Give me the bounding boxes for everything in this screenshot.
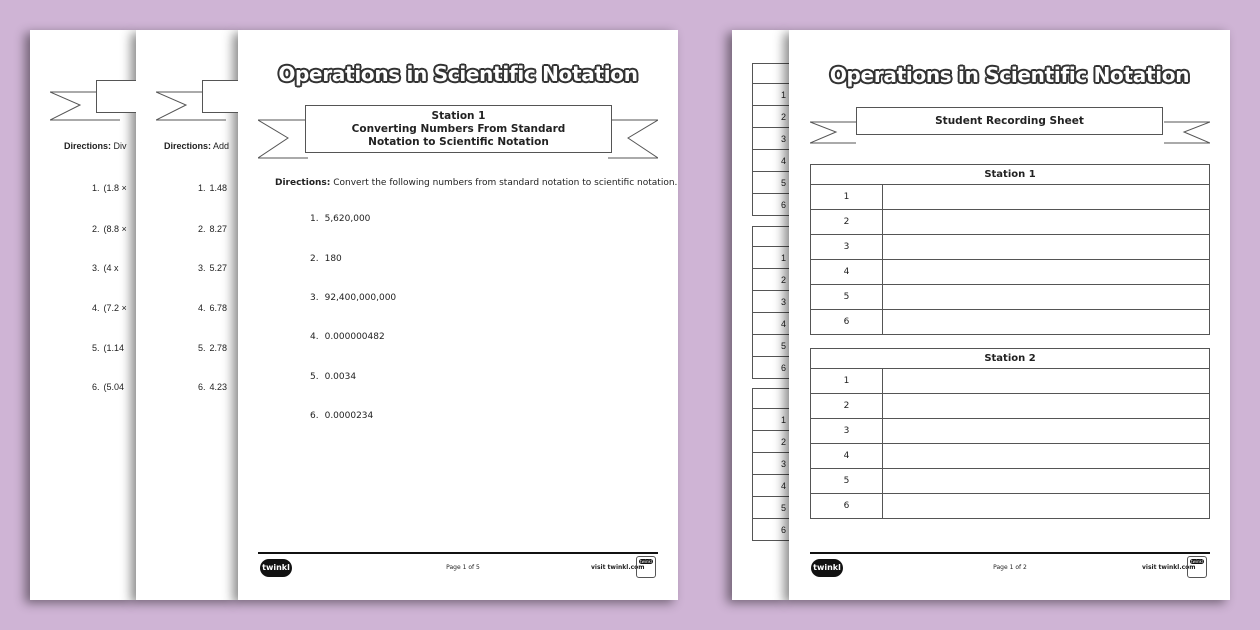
- answer-cell[interactable]: [883, 494, 1210, 519]
- quality-badge: twinkl: [1187, 556, 1207, 578]
- row-number: 1: [753, 247, 790, 269]
- row-number: 6: [753, 357, 790, 379]
- table-header: [753, 64, 790, 84]
- table-row: [753, 313, 790, 335]
- page-number: Page 1 of 2: [993, 564, 1027, 571]
- problem-value: 92,400,000,000: [324, 293, 397, 303]
- problem-item: [310, 293, 396, 303]
- recording-table: [752, 63, 789, 216]
- problem-item: [198, 303, 227, 313]
- table-header-row: [753, 227, 790, 247]
- problem-item: [198, 263, 227, 273]
- directions: Directions: Convert the following numbers from standard notation to scientific notation.: [275, 178, 678, 188]
- row-number: 6: [753, 194, 790, 216]
- twinkl-logo: twinkl: [811, 559, 843, 577]
- table-row: [811, 260, 1210, 285]
- problem-value: 0.0000234: [324, 411, 374, 421]
- station-title: Station 1: [811, 165, 1210, 185]
- row-number: 4: [753, 313, 790, 335]
- row-number: 4: [753, 475, 790, 497]
- row-number: 2: [811, 394, 883, 419]
- problem-value: 5.27: [209, 263, 228, 273]
- problem-value: 180: [324, 254, 342, 264]
- answer-cell[interactable]: [883, 310, 1210, 335]
- problem-value: (5.04: [103, 382, 125, 392]
- problem-value: (8.8 ×: [103, 224, 127, 234]
- row-number: 5: [753, 172, 790, 194]
- problem-item: [92, 263, 119, 273]
- problem-number: 3.: [310, 293, 319, 303]
- table-row: [753, 409, 790, 431]
- problem-value: 2.78: [209, 343, 228, 353]
- row-number: 1: [753, 84, 790, 106]
- row-number: 6: [753, 519, 790, 541]
- row-number: 1: [811, 185, 883, 210]
- problem-value: 0.0034: [324, 372, 357, 382]
- problem-number: 5.: [92, 343, 100, 353]
- answer-cell[interactable]: [883, 260, 1210, 285]
- problem-number: 6.: [198, 382, 206, 392]
- table-row: [753, 269, 790, 291]
- problem-item: [198, 343, 227, 353]
- problem-item: [198, 224, 227, 234]
- problem-item: [92, 382, 124, 392]
- table-row: [753, 291, 790, 313]
- table-row: [811, 210, 1210, 235]
- twinkl-logo: twinkl: [260, 559, 292, 577]
- recording-table: [752, 388, 789, 541]
- row-number: 3: [753, 128, 790, 150]
- table-header-row: [753, 64, 790, 84]
- row-number: 2: [753, 106, 790, 128]
- row-number: 5: [753, 497, 790, 519]
- worksheet-page-station-1: [238, 30, 678, 600]
- row-number: 3: [811, 235, 883, 260]
- row-number: 3: [753, 453, 790, 475]
- problem-value: (1.8 ×: [103, 183, 127, 193]
- problem-value: 4.23: [209, 382, 228, 392]
- row-number: 2: [811, 210, 883, 235]
- row-number: 1: [811, 369, 883, 394]
- answer-cell[interactable]: [883, 235, 1210, 260]
- problem-value: 6.78: [209, 303, 228, 313]
- problem-value: 1.48: [209, 183, 228, 193]
- footer-divider: [258, 552, 658, 554]
- row-number: 3: [811, 419, 883, 444]
- problem-item: [310, 332, 385, 342]
- recording-sheet-banner: Student Recording Sheet: [856, 107, 1163, 135]
- table-row: [811, 285, 1210, 310]
- table-row: [811, 494, 1210, 519]
- problem-number: 4.: [310, 332, 319, 342]
- table-row: [753, 453, 790, 475]
- station-banner: [202, 80, 238, 113]
- table-header-row: [811, 165, 1210, 185]
- recording-table-station-2: [810, 348, 1210, 519]
- station-title: Station 2: [811, 349, 1210, 369]
- row-number: 5: [811, 285, 883, 310]
- directions: Directions: Div: [64, 141, 127, 151]
- page-number: Page 1 of 5: [446, 564, 480, 571]
- problem-number: 6.: [310, 411, 319, 421]
- row-number: 2: [753, 431, 790, 453]
- row-number: 2: [753, 269, 790, 291]
- problem-value: (7.2 ×: [103, 303, 127, 313]
- row-number: 6: [811, 494, 883, 519]
- problem-number: 1.: [92, 183, 100, 193]
- answer-cell[interactable]: [883, 285, 1210, 310]
- answer-cell[interactable]: [883, 394, 1210, 419]
- problem-item: [92, 303, 127, 313]
- directions: Directions: Add: [164, 141, 230, 151]
- table-row: [753, 431, 790, 453]
- problem-number: 3.: [198, 263, 206, 273]
- table-row: [811, 369, 1210, 394]
- problem-item: [310, 372, 356, 382]
- problem-value: (4 x: [103, 263, 119, 273]
- problem-value: 8.27: [209, 224, 228, 234]
- table-row: [753, 84, 790, 106]
- table-row: [753, 172, 790, 194]
- problem-number: 4.: [92, 303, 100, 313]
- answer-cell[interactable]: [883, 469, 1210, 494]
- problem-item: [198, 382, 227, 392]
- table-row: [811, 394, 1210, 419]
- problem-number: 2.: [92, 224, 100, 234]
- station-banner: [96, 80, 136, 113]
- table-header-row: [753, 389, 790, 409]
- table-row: [811, 185, 1210, 210]
- problem-number: 4.: [198, 303, 206, 313]
- worksheet-page-division: [30, 30, 136, 600]
- problem-item: [310, 411, 373, 421]
- answer-cell[interactable]: [883, 210, 1210, 235]
- problem-item: [92, 343, 124, 353]
- quality-badge: twinkl: [636, 556, 656, 578]
- footer-divider: [810, 552, 1210, 554]
- worksheet-title: Operations in Scientific Notation: [829, 63, 1190, 87]
- problem-number: 3.: [92, 263, 100, 273]
- station-subtitle: Converting Numbers From Standard Notation to Scientific Notation: [351, 122, 566, 148]
- row-number: 4: [811, 260, 883, 285]
- row-number: 4: [811, 444, 883, 469]
- table-row: [811, 469, 1210, 494]
- answer-cell[interactable]: [883, 444, 1210, 469]
- answer-cell[interactable]: [883, 369, 1210, 394]
- problem-number: 2.: [198, 224, 206, 234]
- row-number: 5: [753, 335, 790, 357]
- recording-sheet-back-page: [732, 30, 789, 600]
- problem-value: 0.000000482: [324, 332, 385, 342]
- recording-sheet-page: [789, 30, 1230, 600]
- table-row: [811, 235, 1210, 260]
- row-number: 4: [753, 150, 790, 172]
- recording-table: [752, 226, 789, 379]
- problem-item: [310, 254, 342, 264]
- problem-value: 5,620,000: [324, 214, 371, 224]
- row-number: 1: [753, 409, 790, 431]
- problem-value: (1.14: [103, 343, 125, 353]
- table-row: [811, 444, 1210, 469]
- station-heading: Station 1: [431, 109, 486, 122]
- table-row: [753, 194, 790, 216]
- station-banner: [305, 105, 612, 153]
- worksheet-page-addition: [136, 30, 238, 600]
- row-number: 5: [811, 469, 883, 494]
- row-number: 6: [811, 310, 883, 335]
- problem-item: [92, 183, 127, 193]
- answer-cell[interactable]: [883, 185, 1210, 210]
- problem-number: 1.: [310, 214, 319, 224]
- recording-table-station-1: [810, 164, 1210, 335]
- problem-item: [310, 214, 370, 224]
- table-row: [753, 106, 790, 128]
- problem-number: 2.: [310, 254, 319, 264]
- table-row: [753, 519, 790, 541]
- problem-number: 1.: [198, 183, 206, 193]
- table-row: [753, 357, 790, 379]
- table-row: [753, 335, 790, 357]
- table-row: [753, 247, 790, 269]
- table-row: [753, 497, 790, 519]
- table-header: [753, 227, 790, 247]
- visit-link[interactable]: visit twinkl.com: [1142, 564, 1196, 571]
- problem-item: [92, 224, 127, 234]
- table-row: [753, 128, 790, 150]
- problem-number: 5.: [310, 372, 319, 382]
- problem-number: 5.: [198, 343, 206, 353]
- problem-number: 6.: [92, 382, 100, 392]
- table-row: [753, 475, 790, 497]
- table-row: [753, 150, 790, 172]
- table-header: [753, 389, 790, 409]
- table-header-row: [811, 349, 1210, 369]
- row-number: 3: [753, 291, 790, 313]
- problem-item: [198, 183, 227, 193]
- table-row: [811, 310, 1210, 335]
- table-row: [811, 419, 1210, 444]
- visit-link[interactable]: visit twinkl.com: [591, 564, 645, 571]
- worksheet-title: Operations in Scientific Notation: [278, 62, 638, 86]
- answer-cell[interactable]: [883, 419, 1210, 444]
